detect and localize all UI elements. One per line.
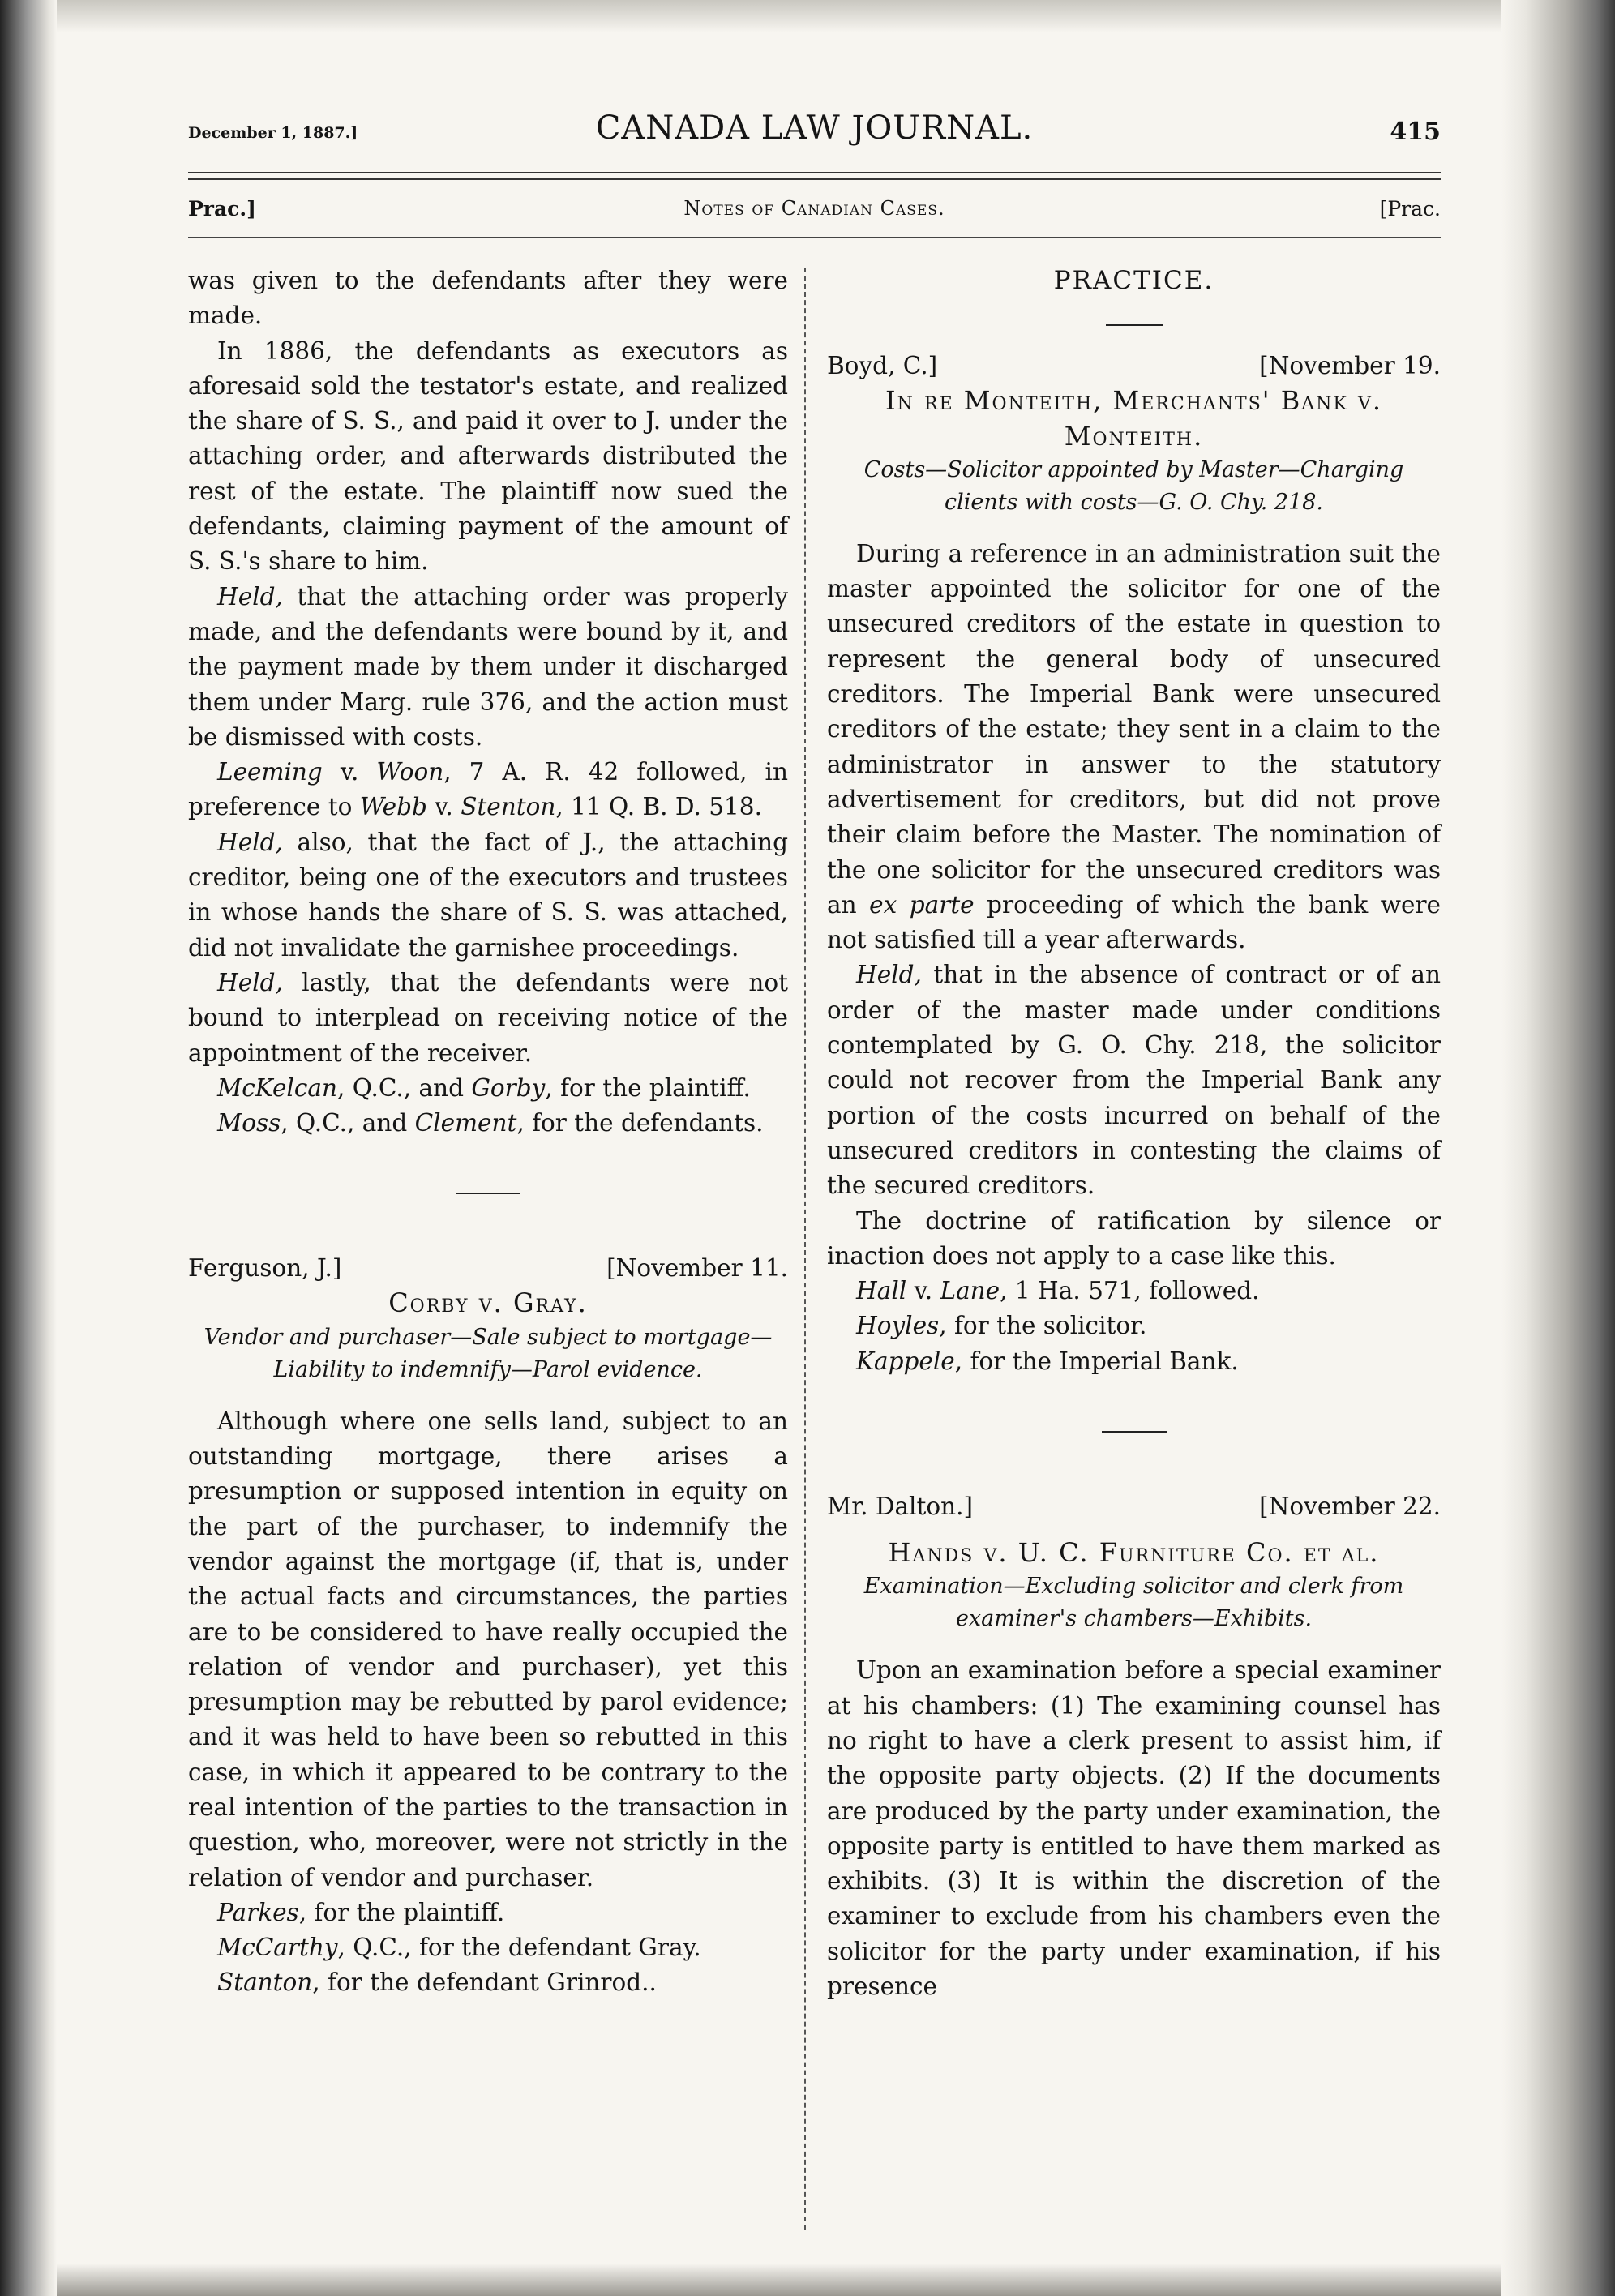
judge-name: Mr. Dalton.]: [827, 1493, 973, 1521]
paragraph: Leeming v. Woon, 7 A. R. 42 followed, in preference to Webb v. Stenton, 11 Q. B. D. 518.: [188, 758, 788, 821]
paragraph: The doctrine of ratification by silence or inaction does not apply to a case like this.: [827, 1206, 1441, 1270]
paragraph: In 1886, the defendants as executors as aforesaid sold the testator's estate, and realized the share of S. S., and paid it over to J. under the attaching order, and afterwards distributed the rest of the estate. The plaintiff now sued the defendants, claiming payment of the amount of S. S.'s share to him.: [188, 336, 788, 576]
case-title: Hands v. U. C. Furniture Co. et al.: [888, 1537, 1380, 1569]
section-left: Prac.]: [188, 197, 256, 221]
judge-name: Ferguson, J.]: [188, 1254, 342, 1283]
counsel-line: Stanton, for the defendant Grinrod..: [217, 1968, 657, 1997]
page-number: 415: [1390, 118, 1441, 146]
page-edge-top: [0, 0, 1615, 32]
column-divider: [804, 268, 806, 2230]
catchwords: Examination—Excluding solicitor and clerk from examiner's chambers—Exhibits.: [863, 1574, 1404, 1632]
case-separator: [456, 1193, 520, 1194]
running-header: [188, 109, 1441, 158]
judge-line: [188, 1251, 788, 1286]
counsel-line: Moss, Q.C., and Clement, for the defendants.: [217, 1109, 764, 1137]
section-title: Notes of Canadian Cases.: [683, 197, 945, 220]
section-heading: PRACTICE.: [1053, 266, 1214, 295]
decision-date: [November 19.: [1259, 352, 1441, 380]
page-edge-right: [1501, 0, 1615, 2296]
heading-separator: [1106, 324, 1163, 326]
held-label: Held,: [217, 968, 283, 996]
case-title: Corby v. Gray.: [388, 1287, 588, 1319]
judge-line: [827, 1489, 1441, 1524]
issue-date: December 1, 1887.]: [188, 124, 358, 142]
case-separator: [1102, 1431, 1167, 1433]
page-edge-left: [0, 0, 57, 2296]
decision-date: [November 22.: [1259, 1493, 1441, 1521]
paragraph: Held, that in the absence of contract or of an order of the master made under conditions contemplated by G. O. Chy. 218, the solicitor could not recover from the Imperial Bank any portion of the costs incurred on behalf of the unsecured creditors in contesting the claims of the secured creditors.: [827, 961, 1441, 1200]
paragraph: was given to the defendants after they were made.: [188, 267, 788, 330]
paragraph: Although where one sells land, subject to an outstanding mortgage, there arises a presumption or supposed intention in equity on the part of the purchaser, to indemnify the vendor against the mortgage (if, that is, under the actual facts and circumstances, the parties are to be considered to have really occupied the relation of vendor and purchaser), yet this presumption may be rebutted by parol evidence; and it was held to have been so rebutted in this case, in which it appeared to be contrary to the real intention of the parties to the transaction in question, who, moreover, were not strictly in the relation of vendor and purchaser.: [188, 1407, 788, 1891]
counsel-line: McKelcan, Q.C., and Gorby, for the plaintiff.: [217, 1073, 751, 1102]
paragraph: Held, lastly, that the defendants were not bound to interplead on receiving notice of the appointment of the receiver.: [188, 968, 788, 1067]
judge-line: [827, 349, 1441, 383]
paragraph: Held, that the attaching order was properly made, and the defendants were bound by it, and the payment made by them under it discharged them under Marg. rule 376, and the action must be dismissed with costs.: [188, 582, 788, 751]
decision-date: [November 11.: [606, 1254, 788, 1283]
paragraph: Upon an examination before a special examiner at his chambers: (1) The examining counsel has no right to have a clerk present to assist him, if the opposite party objects. (2) If the documents are produced by the party under examination, the opposite party is entitled to have them marked as exhibits. (3) It is within the discretion of the examiner to exclude from his chambers even the solicitor for the party under examination, if his presence: [827, 1656, 1441, 2000]
held-label: Held,: [217, 828, 283, 856]
section-header: [188, 197, 1441, 226]
held-label: Held,: [856, 961, 922, 989]
held-label: Held,: [217, 582, 283, 610]
judge-name: Boyd, C.]: [827, 352, 938, 380]
left-column: [188, 263, 788, 2001]
counsel-line: Parkes, for the plaintiff.: [217, 1898, 505, 1926]
header-rule: [188, 172, 1441, 180]
catchwords: Vendor and purchaser—Sale subject to mortgage—Liability to indemnify—Parol evidence.: [203, 1324, 773, 1382]
counsel-line: Hoyles, for the solicitor.: [856, 1312, 1147, 1340]
section-right: [Prac.: [1379, 197, 1441, 221]
right-column: [827, 263, 1441, 2004]
paragraph: During a reference in an administration suit the master appointed the solicitor for one of the unsecured creditors of the estate in question to represent the general body of unsecured creditors. The Imperial Bank were unsecured creditors of the estate; they sent in a claim to the administrator in answer to the statutory advertisement for creditors, but did not prove their claim before the Master. The nomination of the one solicitor for the unsecured creditors was an ex parte proceeding of which the bank were not satisfied till a year afterwards.: [827, 539, 1442, 954]
catchwords: Costs—Solicitor appointed by Master—Charging clients with costs—G. O. Chy. 218.: [863, 456, 1404, 515]
paragraph: Held, also, that the fact of J., the attaching creditor, being one of the executors and trustees in whose hands the share of S. S. was attached, did not invalidate the garnishee proceedings.: [188, 828, 788, 962]
counsel-line: Kappele, for the Imperial Bank.: [856, 1347, 1239, 1375]
counsel-line: McCarthy, Q.C., for the defendant Gray.: [217, 1934, 701, 1962]
citation-line: Hall v. Lane, 1 Ha. 571, followed.: [856, 1277, 1260, 1305]
page-edge-bottom: [0, 2264, 1615, 2296]
journal-title: CANADA LAW JOURNAL.: [595, 109, 1034, 147]
case-title: In re Monteith, Merchants' Bank v.: [885, 385, 1383, 417]
case-title-continued: Monteith.: [1064, 420, 1204, 452]
section-rule: [188, 237, 1441, 238]
